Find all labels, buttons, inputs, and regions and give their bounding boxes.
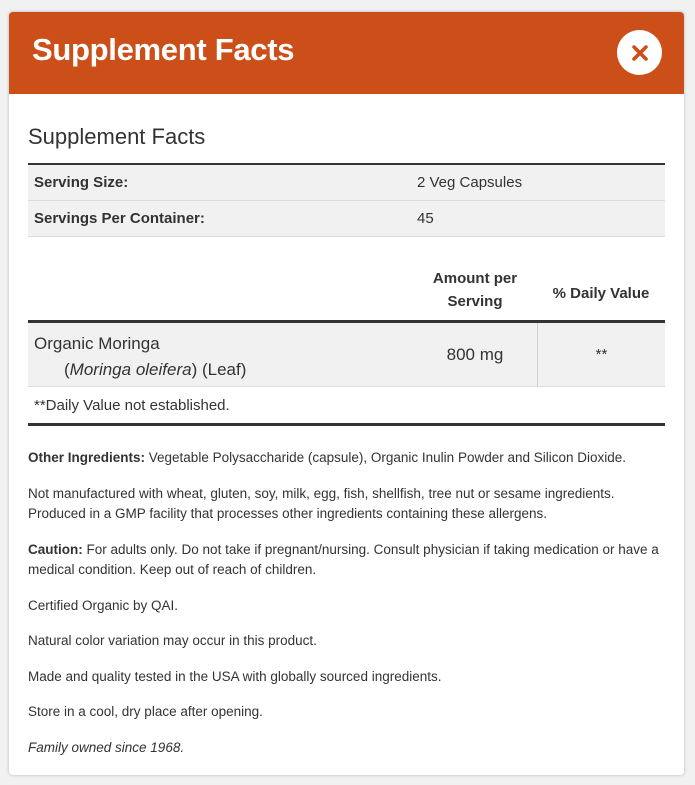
- ingredient-column-header: [28, 267, 413, 320]
- caution-statement: Caution: For adults only. Do not take if pregnant/nursing. Consult physician if taking medication or have a medical condition. Keep out of reach of children.: [28, 541, 659, 577]
- allergen-statement: Not manufactured with wheat, gluten, soy, milk, egg, fish, shellfish, tree nut or sesame ingredients. Produced in a GMP facility that processes other ingredients containing these allergens.: [28, 485, 615, 521]
- modal-title: Supplement Facts: [32, 32, 295, 67]
- other-ingredients: Other Ingredients: Vegetable Polysaccharide (capsule), Organic Inulin Powder and Silicon Dioxide.: [28, 450, 627, 465]
- storage-note: Store in a cool, dry place after opening.: [28, 704, 263, 719]
- ingredients-header: [28, 267, 665, 323]
- ingredient-amount: 800 mg: [446, 344, 504, 364]
- close-button[interactable]: [617, 30, 662, 75]
- supplement-facts-modal: [9, 12, 684, 775]
- serving-table: [28, 163, 665, 237]
- servings-per-container-value: 45: [417, 210, 434, 227]
- made-in-usa-note: Made and quality tested in the USA with globally sourced ingredients.: [28, 668, 442, 684]
- ingredient-daily-value: **: [537, 323, 665, 386]
- serving-size-row: [28, 165, 665, 201]
- servings-per-container-label: Servings Per Container:: [34, 210, 205, 227]
- daily-value-footnote: **Daily Value not established.: [28, 387, 665, 426]
- daily-value-column-header: % Daily Value: [552, 285, 650, 302]
- modal-header: [9, 12, 684, 94]
- ingredient-name: Organic Moringa: [34, 334, 160, 353]
- ingredient-botanical: (Moringa oleifera) (Leaf): [64, 360, 247, 379]
- color-variation-note: Natural color variation may occur in this product.: [28, 633, 317, 648]
- product-notes: [28, 448, 665, 758]
- modal-content: [9, 124, 684, 758]
- serving-size-value: 2 Veg Capsules: [417, 174, 523, 191]
- facts-title: Supplement Facts: [28, 124, 206, 149]
- ingredient-name-cell: [28, 323, 413, 386]
- servings-per-container-row: [28, 201, 665, 237]
- ingredient-row: [28, 323, 665, 387]
- close-icon: [632, 45, 648, 61]
- certified-organic: Certified Organic by QAI.: [28, 597, 179, 613]
- amount-column-header: Amount per Serving: [432, 270, 518, 310]
- family-owned-note: Family owned since 1968.: [28, 739, 185, 755]
- serving-size-label: Serving Size:: [34, 174, 129, 191]
